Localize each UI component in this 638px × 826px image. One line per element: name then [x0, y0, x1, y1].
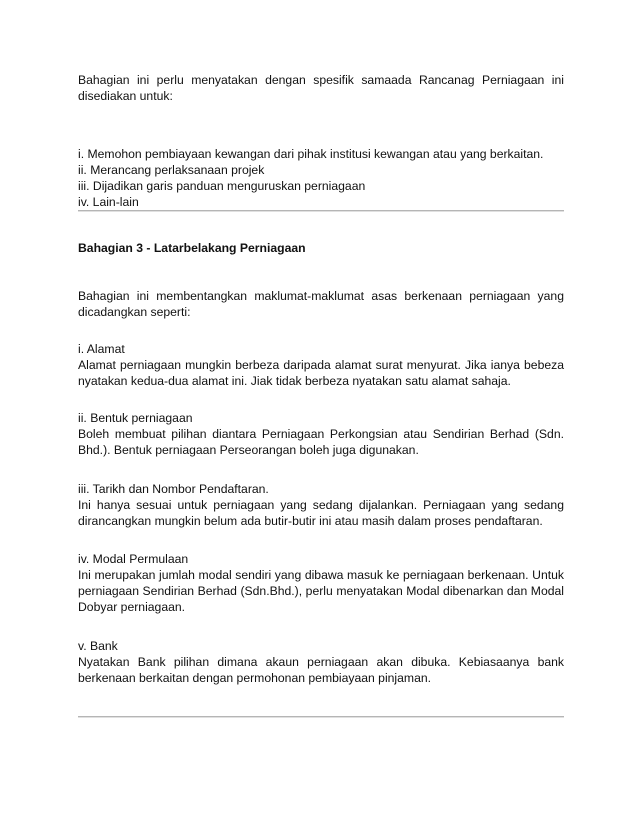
section-item-tarikh: [78, 481, 564, 529]
item-title: i. Alamat: [78, 342, 125, 356]
purpose-item-4: iv. Lain-lain: [78, 195, 139, 209]
section-intro-line-1: Bahagian ini membentangkan maklumat-maklumat asas berkenaan perniagaan yang: [78, 289, 564, 303]
purpose-item-3: iii. Dijadikan garis panduan menguruskan perniagaan: [78, 179, 366, 193]
divider: [78, 716, 564, 718]
divider: [78, 210, 564, 212]
purpose-item-2: ii. Merancang perlaksanaan projek: [78, 163, 265, 177]
item-line: perniagaan Sendirian Berhad (Sdn.Bhd.), perlu menyatakan Modal dibenarkan dan Modal: [78, 584, 564, 598]
purpose-item-1: i. Memohon pembiayaan kewangan dari pihak institusi kewangan atau yang berkaitan.: [78, 147, 544, 161]
item-line: Dobyar perniagaan.: [78, 600, 186, 614]
section-intro: [78, 288, 564, 320]
item-title: ii. Bentuk perniagaan: [78, 411, 193, 425]
item-line: berkenaan berkaitan dengan permohonan pembiayaan pinjaman.: [78, 671, 432, 685]
intro-line-1: Bahagian ini perlu menyatakan dengan spesifik samaada Rancanag Perniagaan ini: [78, 73, 564, 87]
intro-line-2: disediakan untuk:: [78, 89, 173, 103]
item-title: iv. Modal Permulaan: [78, 552, 189, 566]
section-intro-line-2: dicadangkan seperti:: [78, 305, 191, 319]
purpose-list: [78, 146, 564, 210]
item-line: nyatakan kedua-dua alamat ini. Jiak tidak berbeza nyatakan satu alamat sahaja.: [78, 374, 511, 388]
section-item-bank: [78, 638, 564, 686]
item-line: dirancangkan mungkin belum ada butir-butir ini atau masih dalam proses pendaftaran.: [78, 514, 543, 528]
section-heading: Bahagian 3 - Latarbelakang Perniagaan: [78, 241, 306, 255]
item-line: Alamat perniagaan mungkin berbeza daripada alamat surat menyurat. Jika ianya bebeza: [78, 358, 564, 372]
item-line: Bhd.). Bentuk perniagaan Perseorangan boleh juga digunakan.: [78, 443, 419, 457]
section-item-bentuk: [78, 410, 564, 458]
item-line: Ini hanya sesuai untuk perniagaan yang sedang dijalankan. Perniagaan yang sedang: [78, 498, 564, 512]
item-title: iii. Tarikh dan Nombor Pendaftaran.: [78, 482, 269, 496]
item-line: Boleh membuat pilihan diantara Perniagaan Perkongsian atau Sendirian Berhad (Sdn.: [78, 427, 564, 441]
item-line: Nyatakan Bank pilihan dimana akaun perniagaan akan dibuka. Kebiasaanya bank: [78, 655, 564, 669]
item-line: Ini merupakan jumlah modal sendiri yang dibawa masuk ke perniagaan berkenaan. Untuk: [78, 568, 564, 582]
section-item-alamat: [78, 341, 564, 389]
intro-paragraph: [78, 72, 564, 104]
item-title: v. Bank: [78, 639, 118, 653]
section-item-modal: [78, 551, 564, 615]
